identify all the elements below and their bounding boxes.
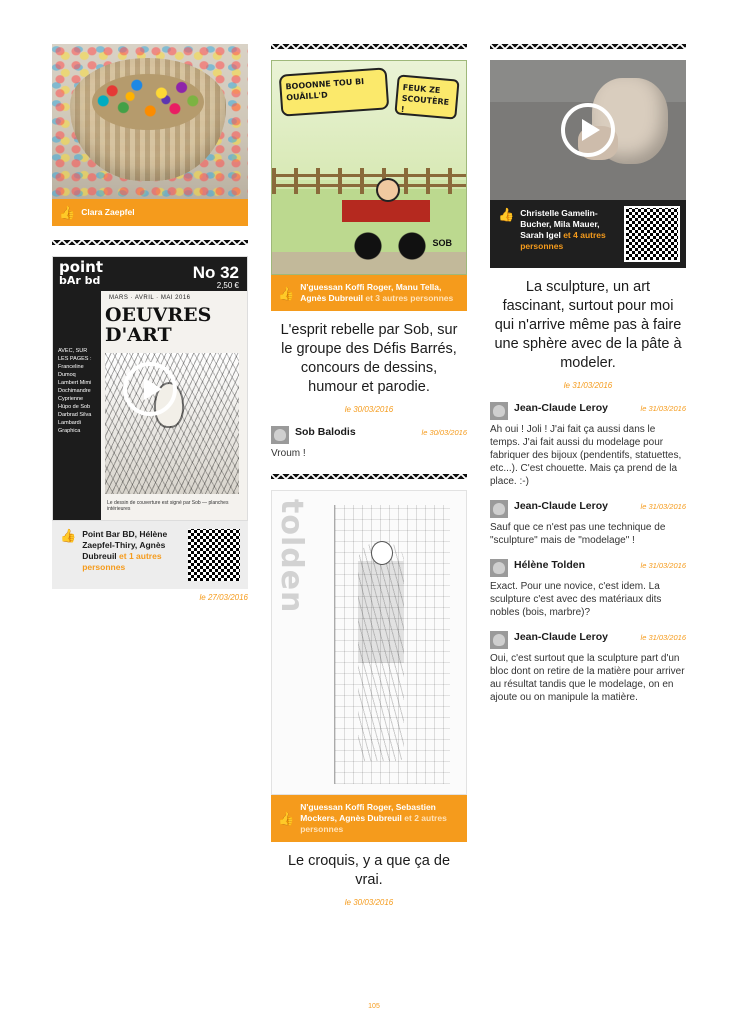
point-bar-bd-magazine-cover-video xyxy=(52,256,248,521)
magazine-price: 2,50 € xyxy=(216,281,239,290)
magazine-title: OEUVRES D'ART xyxy=(105,304,212,346)
separator-zigzag xyxy=(271,44,467,54)
comment-header xyxy=(271,426,467,444)
avatar xyxy=(490,402,508,420)
speech-bubble-1: BOOONNE TOU BI OUÂILL'D xyxy=(279,67,390,116)
croquis-image[interactable] xyxy=(271,490,467,795)
credit-names xyxy=(520,208,620,252)
sketch-vertical-label: tolden xyxy=(274,499,309,614)
magazine-contributors-sidebar: AVEC, SUR LES PAGES : Franceline Dumoq Lambert Mimi Dochimandre Cyprienne Hüpo de Sob Darbrad Silva Lambardi Graphica xyxy=(53,291,101,520)
magazine-logo: point bAr bd xyxy=(59,258,104,287)
credit-names-text: N'guessan Koffi Roger, Sebastien Mockers, Agnès Dubreuil xyxy=(300,802,436,823)
comment-author: Jean-Claude Leroy xyxy=(514,402,608,414)
comment-date: le 31/03/2016 xyxy=(640,404,686,413)
post-caption: Le croquis, y a que ça de vrai. xyxy=(287,853,451,888)
credit-others-text: et 2 autres personnes xyxy=(300,813,447,834)
comment-text: Exact. Pour une novice, c'est idem. La sculpture c'est avec des matériaux dits nobles (bois, marbre)? xyxy=(490,581,662,618)
credit-others-text: et 1 autres personnes xyxy=(82,551,162,572)
page-number: 105 xyxy=(368,1003,380,1010)
post-date: le 31/03/2016 xyxy=(563,381,613,390)
comment-date: le 31/03/2016 xyxy=(640,633,686,642)
thumbs-up-icon: 👍 xyxy=(498,207,515,222)
thumbs-up-icon: 👍 xyxy=(59,205,76,220)
comment-text: Oui, c'est surtout que la sculpture part d'un bloc dont on retire de la matière pour arriver au résultat tandis que le modelage, on en ajoute ou on manipule la matière. xyxy=(490,653,685,703)
credit-names xyxy=(300,802,460,835)
credit-names xyxy=(82,529,182,573)
comment xyxy=(490,559,686,619)
comment xyxy=(490,631,686,704)
cartoon-image[interactable] xyxy=(271,60,467,275)
post-basket xyxy=(52,44,248,226)
comment-header xyxy=(490,559,686,577)
speech-bubble-2: FEUK ZE SCOUTÈRE ! xyxy=(394,74,459,119)
magazine-cover-footnote: Le dessin de couverture est signé par Sob — planches intérieures xyxy=(107,500,229,512)
middle-column xyxy=(271,44,467,921)
comment-text: Ah oui ! Joli ! J'ai fait ça aussi dans le temps. J'ai fait aussi du modelage pour fabriquer des bijoux (pendentifs, statuettes, etc...). C'est chouette. Mais ça prend de la place. :-) xyxy=(490,424,682,487)
credit-bar-cartoon xyxy=(271,275,467,311)
avatar xyxy=(271,426,289,444)
comment-date: le 30/03/2016 xyxy=(421,428,467,437)
post-video xyxy=(490,60,686,704)
avatar xyxy=(490,500,508,518)
comment-date: le 31/03/2016 xyxy=(640,561,686,570)
credit-names-text: Point Bar BD, Hélène Zaepfel-Thiry, Agnès Dubreuil xyxy=(82,529,168,561)
sketch-figure xyxy=(358,543,404,761)
comment-author: Jean-Claude Leroy xyxy=(514,500,608,512)
separator-zigzag xyxy=(52,240,248,250)
credit-names xyxy=(300,282,460,304)
magazine-dateline: MARS · AVRIL · MAI 2016 xyxy=(109,295,191,301)
avatar xyxy=(490,631,508,649)
comment-author: Hélène Tolden xyxy=(514,559,585,571)
basket-of-colored-eggs-photo xyxy=(52,44,248,199)
thumbs-up-icon: 👍 xyxy=(60,528,77,543)
comment-header xyxy=(490,500,686,518)
post-cartoon xyxy=(271,60,467,460)
separator-zigzag xyxy=(271,474,467,484)
sculpture-hands-video-thumbnail xyxy=(490,60,686,200)
magazine-issue-number: No 32 xyxy=(192,263,239,282)
cartoon-motorcycle-rider xyxy=(342,176,430,262)
comment xyxy=(271,426,467,460)
thumbs-up-icon: 👍 xyxy=(278,285,295,301)
columns-layout xyxy=(52,44,696,921)
credit-bar-croquis xyxy=(271,795,467,842)
play-icon[interactable] xyxy=(123,362,177,416)
qr-code[interactable] xyxy=(188,529,240,581)
post-date: le 30/03/2016 xyxy=(344,405,394,414)
post-croquis xyxy=(271,490,467,917)
post-caption: La sculpture, un art fascinant, surtout pour moi qui n'arrive même pas à faire une sphère avec de la pâte à modeler. xyxy=(494,279,682,371)
credit-others-text: et 4 autres personnes xyxy=(520,230,606,251)
avatar xyxy=(490,559,508,577)
comment-author: Sob Balodis xyxy=(295,426,356,438)
cartoon-signature: SOB xyxy=(432,238,452,248)
post-date: le 30/03/2016 xyxy=(344,898,394,907)
magazine-cover-video[interactable] xyxy=(52,256,248,521)
left-column xyxy=(52,44,248,616)
comment-header xyxy=(490,631,686,649)
comment-text: Sauf que ce n'est pas une technique de "sculpture" mais de "modelage" ! xyxy=(490,522,666,546)
credit-bar-basket xyxy=(52,199,248,226)
tolden-sketch-figure-in-doorway xyxy=(271,490,467,795)
thumbs-up-icon: 👍 xyxy=(278,811,295,826)
separator-zigzag xyxy=(490,44,686,54)
play-icon[interactable] xyxy=(561,103,615,157)
post-magazine xyxy=(52,256,248,612)
basket-photo[interactable] xyxy=(52,44,248,199)
comment xyxy=(490,402,686,488)
right-column xyxy=(490,44,686,708)
comment-author: Jean-Claude Leroy xyxy=(514,631,608,643)
comment xyxy=(490,500,686,547)
credit-names: Clara Zaepfel xyxy=(81,207,135,217)
comment-text: Vroum ! xyxy=(271,448,306,459)
credit-others-text: et 3 autres personnes xyxy=(365,293,454,303)
post-caption: L'esprit rebelle par Sob, sur le groupe des Défis Barrés, concours de dessins, humour et parodie. xyxy=(280,322,458,395)
credit-names-text: Christelle Gamelin-Bucher, Mila Mauer, Sarah Igel xyxy=(520,208,600,240)
comment-header xyxy=(490,402,686,420)
comment-date: le 31/03/2016 xyxy=(640,502,686,511)
post-date: le 27/03/2016 xyxy=(199,593,248,602)
credit-names-text: N'guessan Koffi Roger, Manu Tella, Agnès Dubreuil xyxy=(300,282,442,303)
credit-block-magazine xyxy=(52,521,248,589)
video-thumbnail[interactable] xyxy=(490,60,686,200)
qr-code[interactable] xyxy=(626,208,678,260)
sob-motorcycle-cartoon xyxy=(271,60,467,275)
credit-block-video xyxy=(490,200,686,268)
